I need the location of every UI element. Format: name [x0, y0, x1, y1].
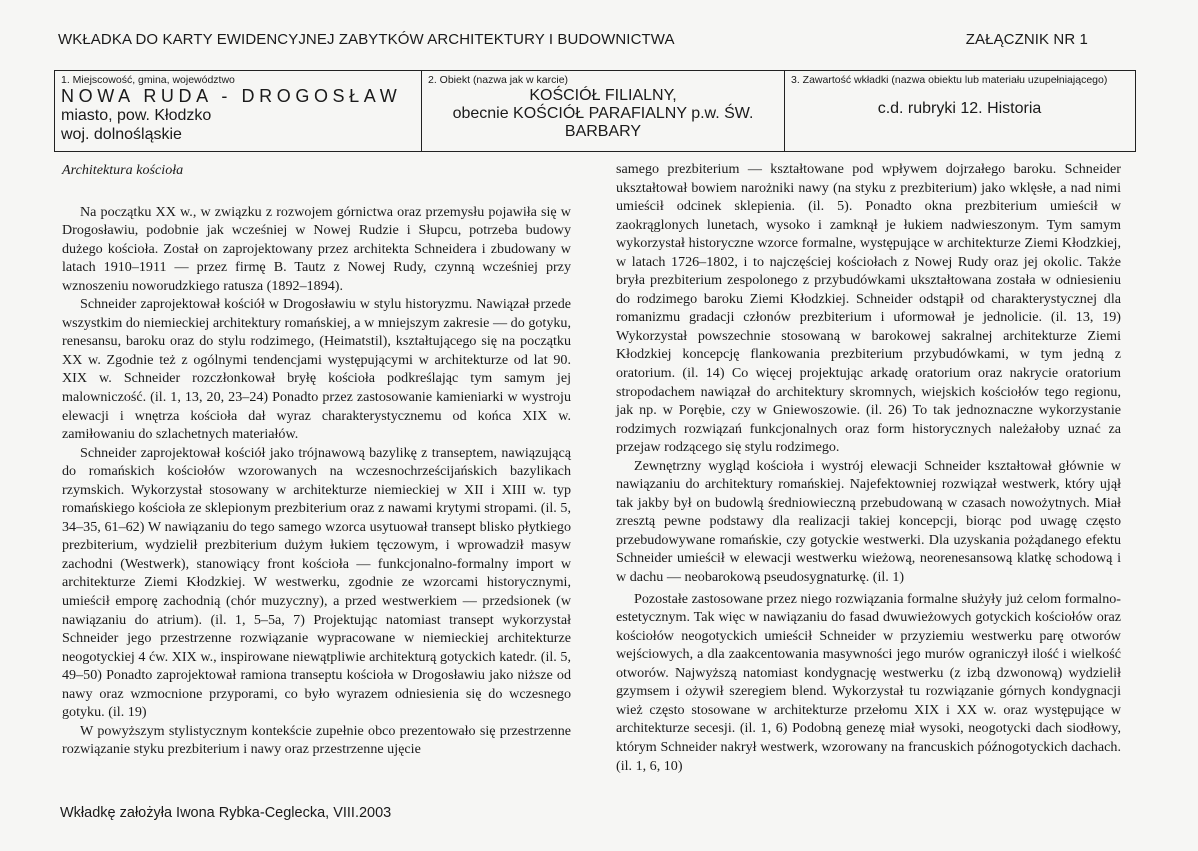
paragraph: Schneider zaprojektował kościół jako trójnawową bazylikę z transeptem, nawiązującą do romańskich kościołów wzorowanych na wczesnochrześcijańskich bazylikach rzymskich. Wykorzystał stosowany w architekturze niemieckiej w XII i XIII w. typ romańskiego kościoła ze sklepionym prezbiterium oraz z nawami krytymi stropami. (il. 5, 34–35, 61–62) W nawiązaniu do tego samego wzorca usytuował transept blisko płytkiego prezbiterium, wydzielił prezbiterium dużym łukiem tęczowym, i wprowadził masyw zachodni (Westwerk), stanowiący front kościoła — funkcjonalno-formalny import w architekturze Ziemi Kłodzkiej. W westwerku, zgodnie ze wzorcami historycznymi, umieścił emporę zachodnią (chór muzyczny), a przed westwerkiem — przedsionek (w nawiązaniu do atrium). (il. 1, 5–5a, 7) Projektując natomiast transept wykorzystał Schneider jego przestrzenne rozwiązanie wypracowane w niemieckiej architekturze neogotyckiej 4 ćw. XIX w., inspirowane niewątpliwie architekturą gotyckich katedr. (il. 5, 49–50) Ponadto zaprojektował ramiona transeptu kościoła w Drogosławiu jako niższe od nawy oraz wzmocnione przyporami, co było wyrazem odniesienia się do wczesnego gotyku. (il. 19) [62, 444, 571, 721]
page-header [58, 31, 1088, 51]
location-voivodeship: woj. dolnośląskie [61, 126, 182, 143]
document-title: WKŁADKA DO KARTY EWIDENCYJNEJ ZABYTKÓW ARCHITEKTURY I BUDOWNICTWA [58, 31, 675, 48]
contents-label: 3. Zawartość wkładki (nazwa obiektu lub materiału uzupełniającego) [791, 74, 1108, 86]
attachment-label: ZAŁĄCZNIK NR 1 [965, 31, 1088, 48]
right-text-column [616, 160, 1121, 775]
object-cell [422, 71, 785, 151]
paragraph: samego prezbiterium — kształtowane pod wpływem dojrzałego baroku. Schneider ukształtował bowiem narożniki nawy (na styku z prezbiterium) jako wklęsłe, a nad nimi umieścił odcinek sklepienia. (il. 5). Ponadto okna prezbiterium umieścił w zaokrąglonych lunetach, wysoko i zamknął je łukiem nadwieszonym. Tym samym wykorzystał historyczne wzorce formalne, występujące w architekturze Ziemi Kłodzkiej, w latach 1726–1802, i to najczęściej kościołach z Nowej Rudy oraz jej okolic. Także bryła prezbiterium zespolonego z przybudówkami ukształtowana została w odniesieniu do rodzimego baroku Ziemi Kłodzkiej. Schneider odstąpił od charakterystycznej dla romanizmu gradacji członów prezbiterium i uformował je jednolicie. (il. 13, 19) Wykorzystał powszechnie stosowaną w barokowej sakralnej architekturze Ziemi Kłodzkiej koncepcję flankowania prezbiterium przybudówkami, w tym jedną z oratorium. (il. 14) Co więcej projektując arkadę oratorium oraz nakrycie oratorium stropodachem nawiązał do architektury skromnych, wiejskich kościołów tego regionu, jak np. w Porębie, czy w Gniewoszowie. (il. 26) To tak jednoznaczne wykorzystanie rodzimych rozwiązań funkcjonalnych oraz form historycznych należałoby uznać za przejaw rodzącego się stylu rodzimego. [616, 161, 1121, 456]
object-name-line1: KOŚCIÓŁ FILIALNY, [529, 87, 677, 104]
paragraph: Zewnętrzny wygląd kościoła i wystrój elewacji Schneider kształtował głównie w nawiązaniu do architektury romańskiej. Najefektowniej rozwiązał westwerk, który ujął tak jakby był on budowlą średniowieczną przebudowaną w czasach nowożytnych. Miał zresztą pewne podstawy dla realizacji takiej koncepcji, biorąc pod uwagę często przebudowywane romańskie, czy gotyckie westwerki. Dla uzyskania pożądanego efektu Schneider umieścił w elewacji westwerku wieżową, neorenesansową klatkę schodową i w dachu — neobarokową pseudosygnaturkę. (il. 1) [616, 457, 1121, 586]
paragraph: Pozostałe zastosowane przez niego rozwiązania formalne służyły już celom formalno-estetycznym. Tak więc w nawiązaniu do fasad dwuwieżowych gotyckich kościołów oraz kościołów neogotyckich umieścił Schneider w przyziemiu westwerku parę otworów wejściowych, a dla zaakcentowania masywności jego murów ograniczył ilość i wielkość otworów. Najwyższą natomiast kondygnację westwerku (z izbą dzwonową) wydzielił gzymsem i ożywił szeregiem blend. Wykorzystał tu rozwiązanie górnych kondygnacji wież często stosowane w architekturze przełomu XIX i XX w. oraz występujące w architekturze secesji. (il. 1, 6) Podobną genezę miał wysoki, neogotycki dach siodłowy, którym Schneider nakrył westwerk, wzorowany na francuskich późnogotyckich dachach. (il. 1, 6, 10) [616, 590, 1121, 774]
paragraph: Schneider zaprojektował kościół w Drogosławiu w stylu historyzmu. Nawiązał przede wszystkim do niemieckiej architektury romańskiej, a w mniejszym zakresie — do gotyku, renesansu, baroku oraz do stylu rodzimego, (Heimatstil), kształtującego się na początku XX w. Zgodnie też z ogólnymi tendencjami występującymi w architekturze od lat 90. XIX w. Schneider rozczłonkował bryłę kościoła podkreślając tym samym jej malowniczość. (il. 1, 13, 20, 23–24) Ponadto przez zastosowanie kamieniarki w wystroju elewacji i wnętrza kościoła dał wyraz charakterystycznemu od końca XIX w. zamiłowaniu do szlachetnych materiałów. [62, 296, 571, 443]
location-district: miasto, pow. Kłodzko [61, 107, 212, 124]
paragraph: Na początku XX w., w związku z rozwojem górnictwa oraz przemysłu pojawiła się w Drogosławiu, podobnie jak wcześniej w Nowej Rudzie i Słupcu, potrzeba budowy dużego kościoła. Został on zaprojektowany przez architekta Schneidera i zbudowany w latach 1910–1911 — przez firmę B. Tautz z Nowej Rudy, czynną wcześniej przy wznoszeniu noworudzkiego ratusza (1892–1894). [62, 203, 571, 294]
object-label: 2. Obiekt (nazwa jak w karcie) [428, 74, 569, 86]
paragraph: W powyższym stylistycznym kontekście zupełnie obco prezentowało się przestrzenne rozwiązanie styku prezbiterium i nawy oraz przestrzenne ujęcie [62, 722, 571, 758]
left-text-column [62, 160, 571, 759]
location-town: NOWA RUDA - DROGOSŁAW [61, 86, 402, 106]
location-label: 1. Miejscowość, gmina, województwo [61, 74, 235, 86]
footer-author: Wkładkę założyła Iwona Rybka-Ceglecka, VIII.2003 [60, 805, 392, 821]
object-name-line2: obecnie KOŚCIÓŁ PARAFIALNY p.w. ŚW. [452, 105, 754, 122]
info-table [54, 70, 1136, 152]
object-name-line3: BARBARY [564, 123, 642, 140]
location-cell [55, 71, 422, 151]
section-title: Architektura kościoła [62, 162, 184, 178]
contents-cell [785, 71, 1134, 151]
contents-value: c.d. rubryki 12. Historia [877, 100, 1042, 117]
